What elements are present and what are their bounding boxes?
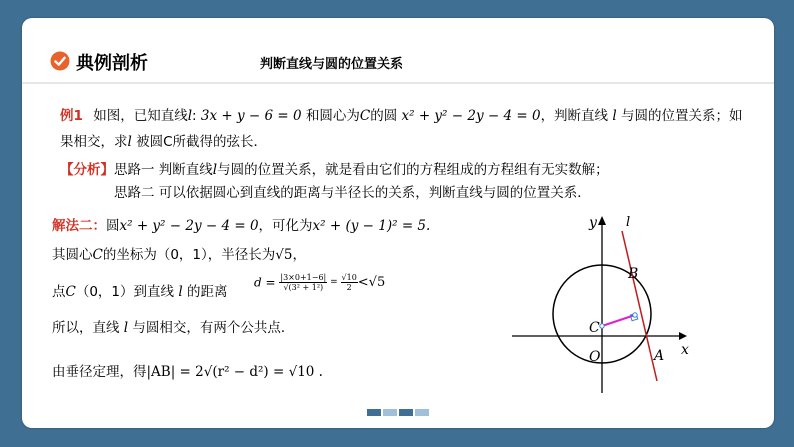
footer-block [415,409,429,416]
label-O: O [589,349,601,365]
solution-t1: 圆 [106,218,120,234]
solution-eq1: x² + y² − 2y − 4 = 0 [119,218,259,234]
example-label: 例1 [60,108,83,124]
var-l: l [212,162,218,178]
solution-d1: 点 [52,284,66,300]
slide [22,18,774,428]
example-text-1: 如图，已知直线 [93,108,188,124]
solution-line-4 [52,316,294,336]
var-l: l [123,320,129,336]
footer-block [399,409,413,416]
colon: : [192,108,201,124]
geometry-diagram [507,211,687,396]
equals-sign: = [327,277,341,288]
var-C: C [65,284,76,300]
solution-line-3 [52,280,227,300]
analysis-text-1: 思路一 判断直线 [114,162,213,178]
center-point [600,324,604,328]
solution-c3: ， [292,247,306,263]
slide-body [22,18,774,428]
var-l: l [178,284,183,300]
less-than-sqrt5: <√5 [357,275,386,290]
label-l: l [626,215,631,230]
example-text-2: 和圆心为 [301,108,360,124]
foot-point [633,313,637,317]
line-l [622,231,657,381]
sqrt5: √5 [275,247,293,263]
fraction-1 [279,273,327,292]
solution-t2: ，可化为 [258,218,313,234]
solution-line-5 [52,360,323,380]
example-line2-text: 果相交，求 [60,134,128,150]
perpendicular-segment [602,315,635,326]
var-l: l [187,108,193,124]
label-C: C [589,320,600,336]
solution-c2: 的坐标为（0，1），半径长为 [102,247,276,263]
analysis-label: 【分析】 [60,162,114,178]
solution-eq2: x² + (y − 1)² = 5. [312,218,431,234]
solution-d3: 的距离 [182,284,228,300]
section-title: 典例剖析 [76,53,148,74]
var-l: l [127,134,132,150]
distance-formula [254,273,385,292]
footer-block [367,409,381,416]
example-text-5: 与圆的位置关系；如 [616,108,743,124]
fraction-2-numerator: √10 [341,273,357,282]
footer-block [383,409,397,416]
footer-decoration [22,401,774,420]
solution-p1: 由垂径定理，得 [52,364,147,380]
example-line-2 [60,130,267,150]
analysis-text-1b: 与圆的位置关系，就是看由它们的方程组成的方程组有无实数解； [217,162,609,178]
var-l: l [612,108,617,124]
solution-label: 解法二： [52,218,106,234]
label-y: y [589,215,597,231]
section-subtitle: 判断直线与圆的位置关系 [260,57,404,72]
fraction-2 [341,273,358,292]
y-axis-arrow-icon [598,216,606,225]
line-equation: 3x + y − 6 = 0 [200,108,302,124]
var-C: C [92,247,103,263]
fraction-2-denominator: 2 [346,283,352,292]
solution-s2: 与圆相交，有两个公共点． [128,320,295,336]
solution-s1: 所以，直线 [52,320,124,336]
circle-equation: x² + y² − 2y − 4 = 0 [401,108,541,124]
chord-length-formula: |AB| = 2√(r² − d²) = √10 . [146,364,323,380]
fraction-1-denominator: √(3² + 1²) [283,283,324,292]
solution-line-1 [52,214,430,234]
label-A: A [654,348,665,364]
example-line2b-text: 被圆C所截得的弦长． [131,134,268,150]
fraction-1-numerator: |3×0+1−6| [280,273,327,282]
analysis-line-2: 思路二 可以依据圆心到直线的距离与半径长的关系，判断直线与圆的位置关系． [114,185,591,201]
solution-line-2 [52,243,306,263]
example-line-1 [60,104,742,124]
label-x: x [681,342,689,358]
example-text-3: 的圆 [370,108,402,124]
var-C: C [359,108,371,124]
analysis-line-1 [60,158,609,178]
solution-d2: （0，1）到直线 [75,284,179,300]
label-B: B [628,266,639,282]
solution-c1: 其圆心 [52,247,93,263]
example-text-4: ，判断直线 [540,108,613,124]
distance-d: d = [254,275,280,290]
x-axis-arrow-icon [679,332,687,340]
